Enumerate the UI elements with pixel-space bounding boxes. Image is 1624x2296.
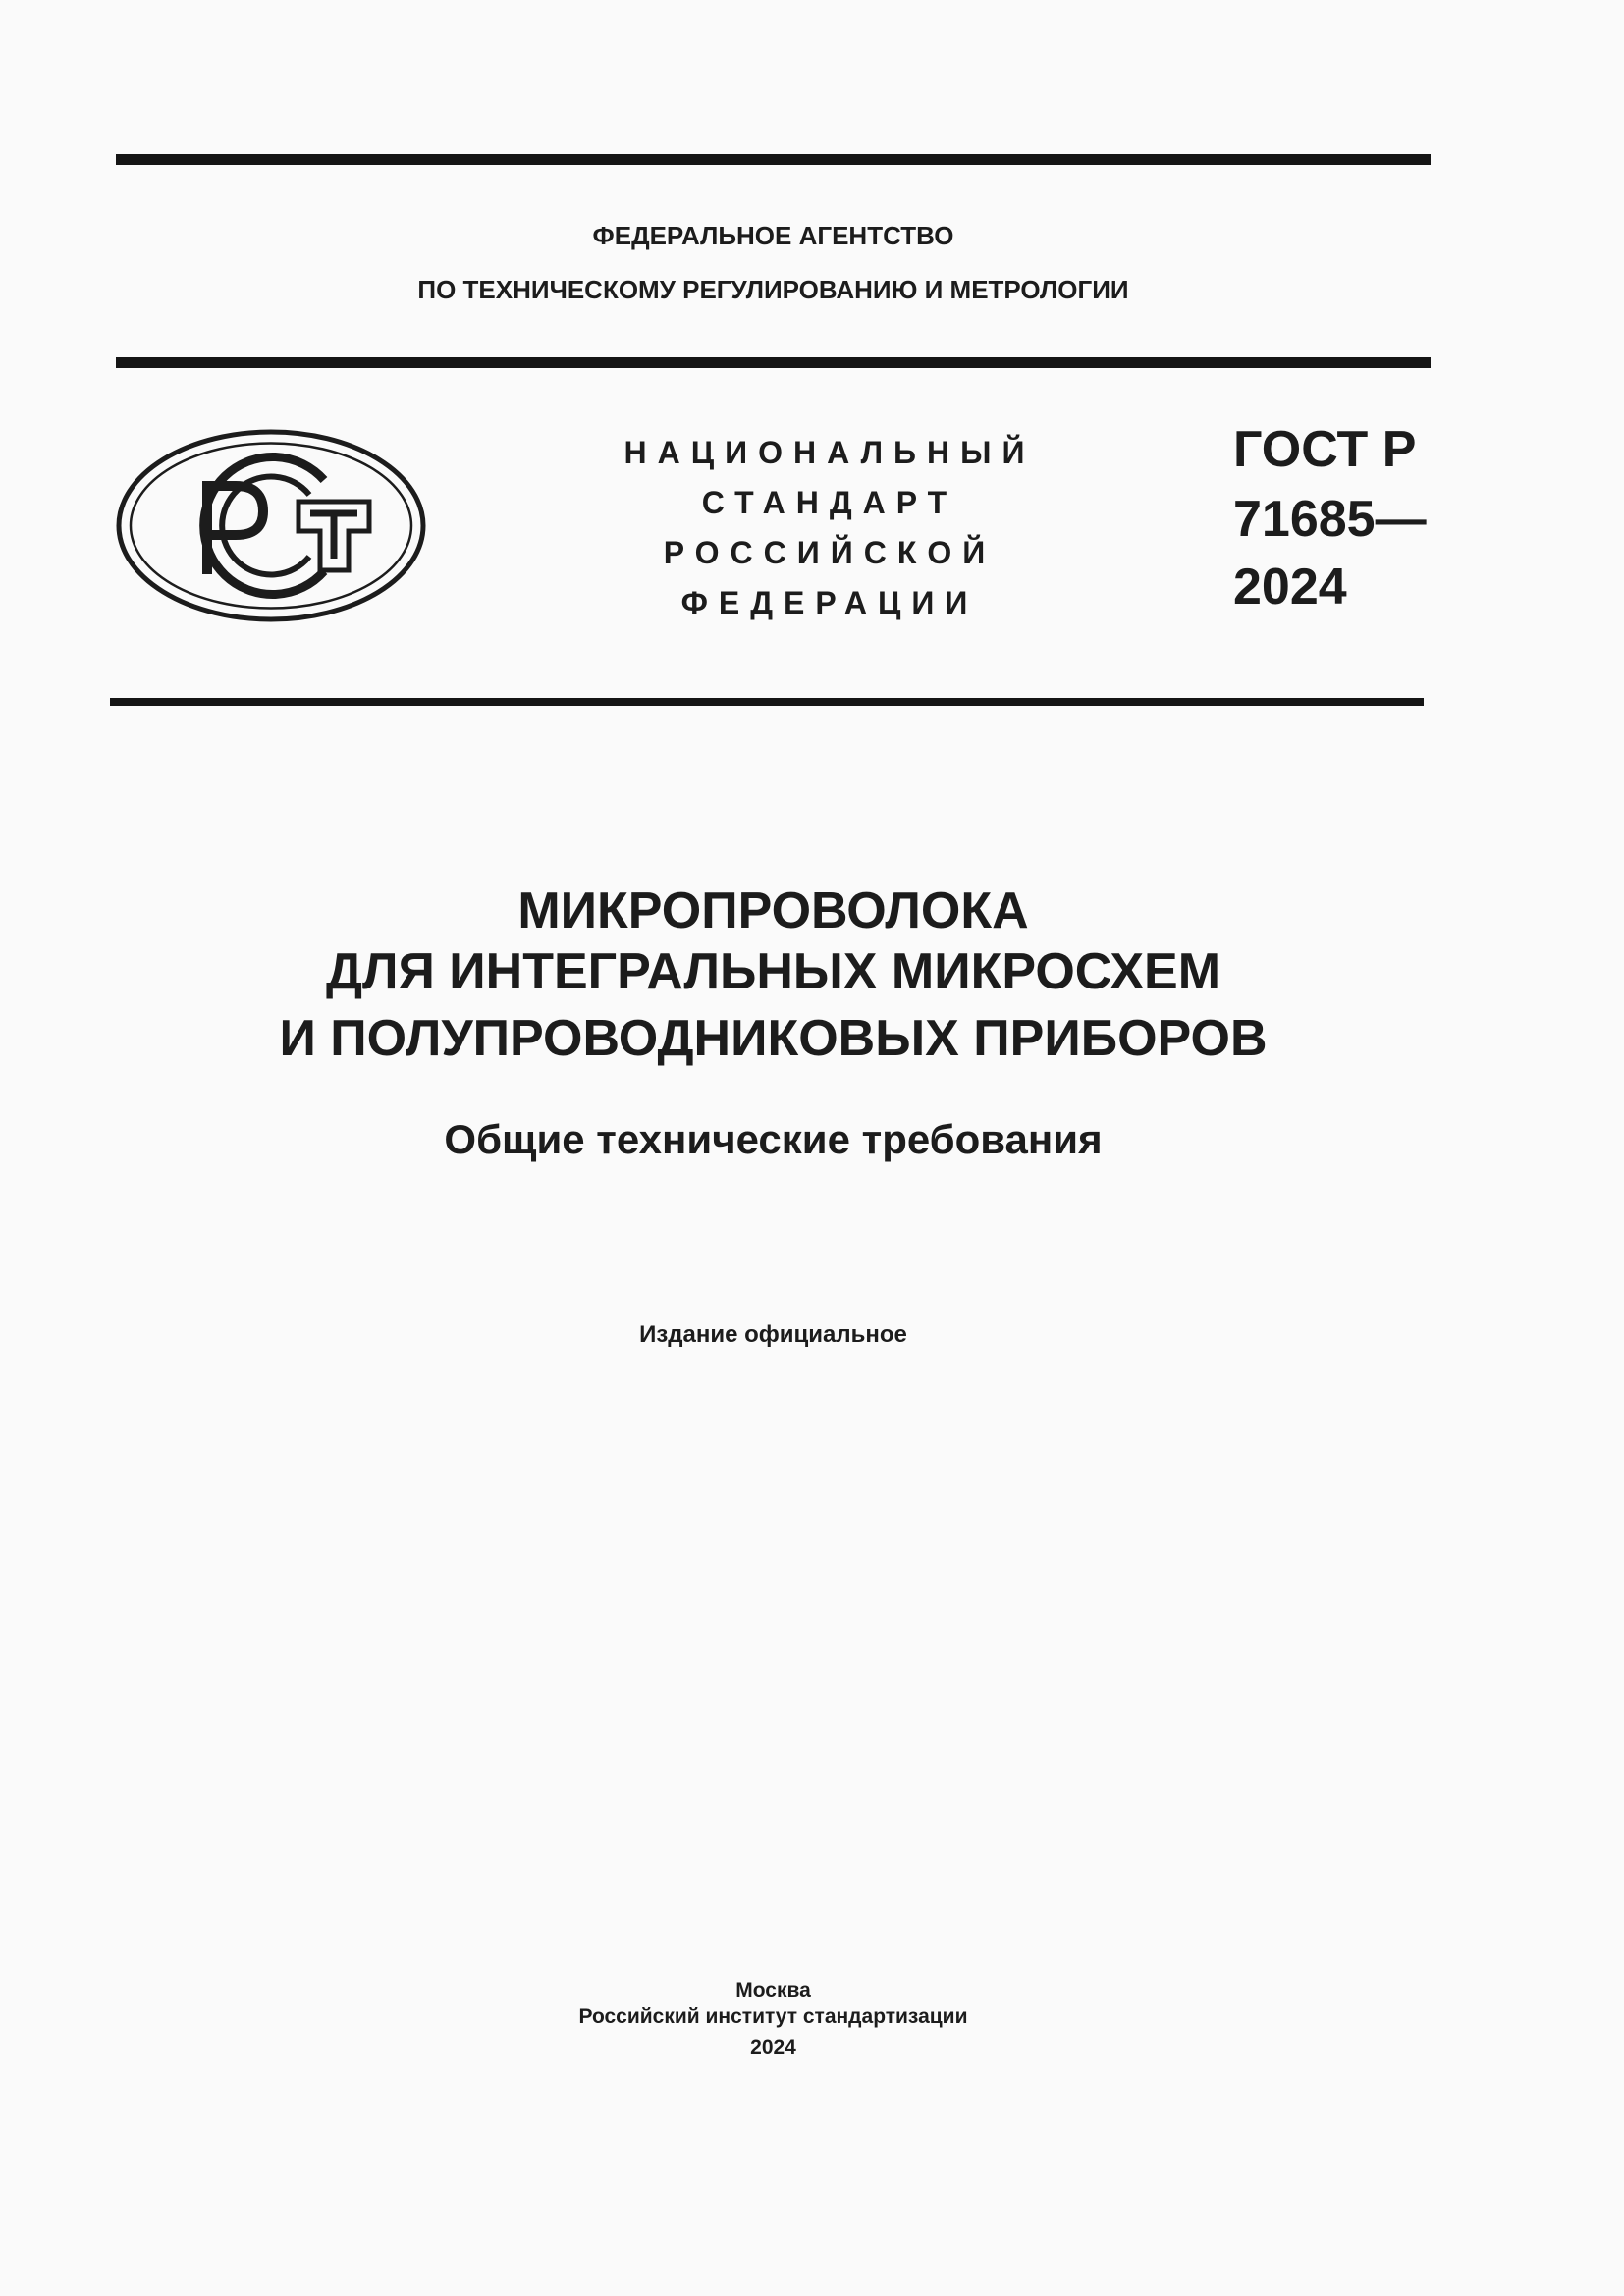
national-standard-line-2: СТАНДАРТ: [701, 485, 958, 520]
edition-label: Издание официальное: [639, 1321, 907, 1348]
document-title-line-1: МИКРОПРОВОЛОКА: [517, 882, 1029, 939]
national-standard-line-3: РОССИЙСКОЙ: [663, 535, 997, 570]
national-standard-line-1: НАЦИОНАЛЬНЫЙ: [623, 435, 1036, 470]
agency-name-line-2: ПО ТЕХНИЧЕСКОМУ РЕГУЛИРОВАНИЮ И МЕТРОЛОГИИ: [417, 275, 1129, 304]
national-standard-line-4: ФЕДЕРАЦИИ: [680, 585, 979, 620]
document-title-line-3: И ПОЛУПРОВОДНИКОВЫХ ПРИБОРОВ: [279, 1010, 1268, 1067]
document-subtitle: Общие технические требования: [444, 1116, 1103, 1162]
rst-logo-icon: [116, 429, 426, 622]
document-title-line-2: ДЛЯ ИНТЕГРАЛЬНЫХ МИКРОСХЕМ: [325, 943, 1221, 1000]
standard-number-line-2: 71685—: [1233, 491, 1427, 548]
standard-number-line-3: 2024: [1233, 559, 1347, 615]
standard-number-line-1: ГОСТ Р: [1233, 421, 1417, 478]
imprint-city: Москва: [735, 1979, 811, 2002]
header-rule: [116, 357, 1431, 368]
imprint-year: 2024: [750, 2036, 796, 2058]
logo-section-rule: [110, 698, 1424, 706]
imprint-publisher: Российский институт стандартизации: [578, 2005, 968, 2028]
top-rule: [116, 154, 1431, 165]
agency-name-line-1: ФЕДЕРАЛЬНОЕ АГЕНТСТВО: [592, 221, 954, 250]
